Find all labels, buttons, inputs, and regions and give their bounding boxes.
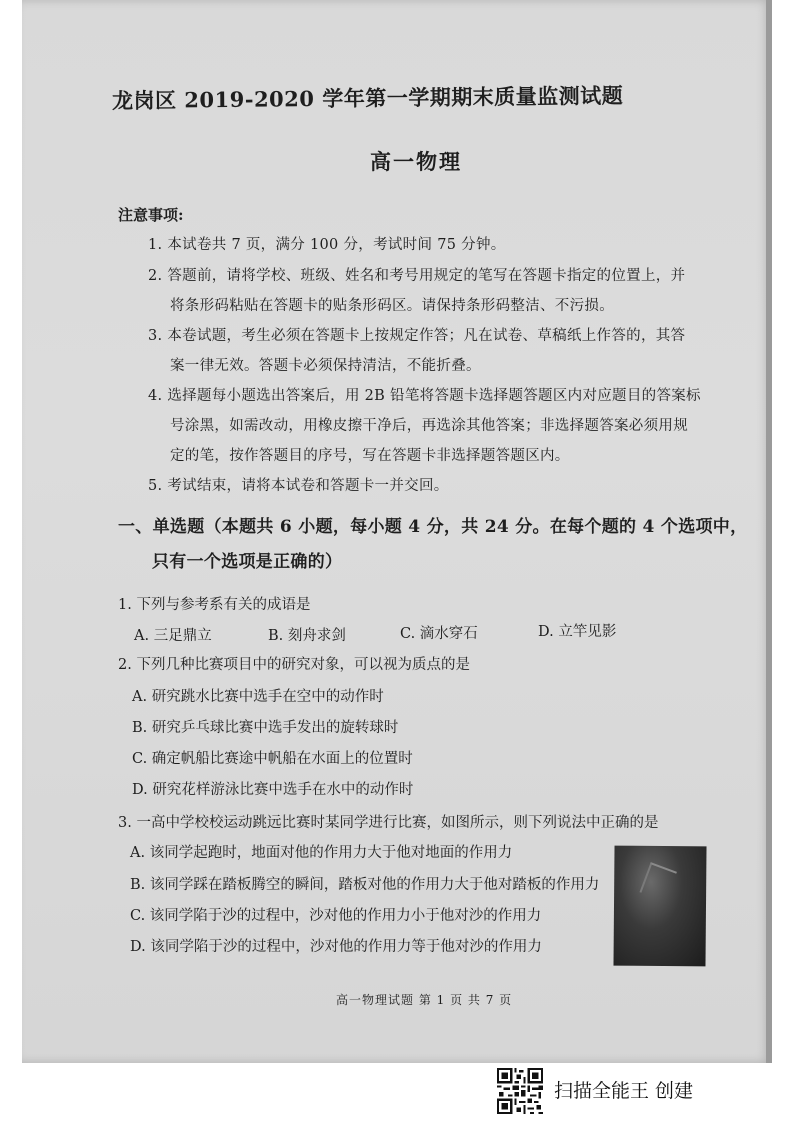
question-1-option-d: D. 立竿见影 [538, 624, 617, 640]
question-1-stem: 1. 下列与参考系有关的成语是 [118, 597, 311, 613]
question-1-option-a: A. 三足鼎立 [134, 628, 212, 644]
question-1-option-c: C. 滴水穿石 [400, 626, 478, 642]
question-3-option-b: B. 该同学踩在踏板腾空的瞬间，踏板对他的作用力大于他对踏板的作用力 [130, 877, 600, 893]
note-line: 5. 考试结束，请将本试卷和答题卡一并交回。 [148, 478, 449, 494]
question-3-option-c: C. 该同学陷于沙的过程中，沙对他的作用力小于他对沙的作用力 [130, 908, 542, 924]
note-line: 4. 选择题每小题选出答案后，用 2B 铅笔将答题卡选择题答题区内对应题目的答案标 [148, 388, 701, 404]
note-line: 1. 本试卷共 7 页，满分 100 分，考试时间 75 分钟。 [148, 237, 506, 253]
scanner-watermark: 扫描全能王 创建 [554, 1080, 694, 1102]
page-footer: 高一物理试题 第 1 页 共 7 页 [336, 993, 513, 1007]
question-2-option-a: A. 研究跳水比赛中选手在空中的动作时 [132, 689, 384, 705]
exam-subject: 高一物理 [370, 149, 462, 174]
section-heading: 一、单选题（本题共 6 小题，每小题 4 分，共 24 分。在每个题的 4 个选项中， [118, 517, 748, 537]
jumper-silhouette [639, 862, 676, 902]
question-3-stem: 3. 一高中学校校运动跳远比赛时某同学进行比赛，如图所示，则下列说法中正确的是 [118, 815, 659, 831]
note-line: 号涂黑，如需改动，用橡皮擦干净后，再选涂其他答案；非选择题答案必须用规 [170, 418, 688, 434]
notes-heading: 注意事项: [118, 206, 184, 224]
scanned-page [22, 0, 772, 1063]
question-1-option-b: B. 刻舟求剑 [268, 628, 346, 644]
question-2-option-d: D. 研究花样游泳比赛中选手在水中的动作时 [132, 782, 414, 798]
page-shadow-edge [766, 0, 772, 1063]
qr-code-icon [497, 1068, 543, 1114]
note-line: 定的笔，按作答题目的序号，写在答题卡非选择题答题区内。 [170, 448, 570, 464]
long-jump-photo [613, 846, 706, 967]
question-3-option-a: A. 该同学起跑时，地面对他的作用力大于他对地面的作用力 [130, 845, 513, 861]
question-3-option-d: D. 该同学陷于沙的过程中，沙对他的作用力等于他对沙的作用力 [130, 939, 542, 955]
note-line: 2. 答题前，请将学校、班级、姓名和考号用规定的笔写在答题卡指定的位置上，并 [148, 268, 686, 284]
section-heading-cont: 只有一个选项是正确的） [152, 552, 343, 572]
question-2-option-b: B. 研究乒乓球比赛中选手发出的旋转球时 [132, 720, 399, 736]
note-line: 将条形码粘贴在答题卡的贴条形码区。请保持条形码整洁、不污损。 [170, 298, 614, 314]
question-2-stem: 2. 下列几种比赛项目中的研究对象，可以视为质点的是 [118, 657, 470, 673]
note-line: 3. 本卷试题，考生必须在答题卡上按规定作答；凡在试卷、草稿纸上作答的，其答 [148, 328, 686, 344]
question-2-option-c: C. 确定帆船比赛途中帆船在水面上的位置时 [132, 751, 413, 767]
note-line: 案一律无效。答题卡必须保持清洁，不能折叠。 [170, 358, 481, 374]
exam-title: 龙岗区 2019-2020 学年第一学期期末质量监测试题 [111, 82, 624, 114]
